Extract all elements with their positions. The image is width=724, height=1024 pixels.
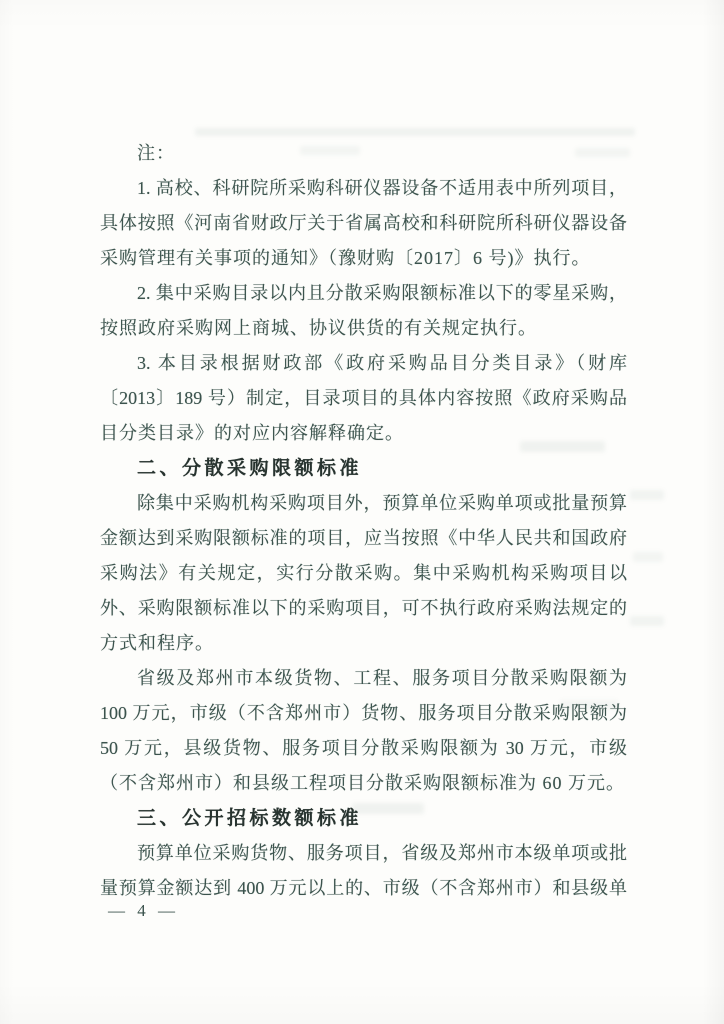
bleed-through-artifact [195, 128, 635, 136]
section-heading: 二、分散采购限额标准 [137, 458, 363, 479]
text-line: 按照政府采购网上商城、协议供货的有关规定执行。 [100, 318, 537, 338]
text-line: 省级及郑州市本级货物、工程、服务项目分散采购限额为 [137, 668, 627, 688]
page-number: — 4 — [108, 901, 179, 920]
text-line: 50 万元，县级货物、服务项目分散采购限额为 30 万元，市级 [100, 738, 627, 758]
text-line: 量预算金额达到 400 万元以上的、市级（不含郑州市）和县级单 [100, 878, 627, 898]
text-line: 采购管理有关事项的通知》（豫财购〔2017〕6 号)》执行。 [100, 248, 591, 268]
text-line: 采购法》有关规定，实行分散采购。集中采购机构采购项目以 [100, 563, 627, 583]
text-line: 注： [137, 143, 175, 163]
bleed-through-artifact [630, 490, 664, 500]
text-line: 3. 本目录根据财政部《政府采购品目分类目录》（财库 [137, 353, 627, 373]
text-line: 〔2013〕189 号）制定，目录项目的具体内容按照《政府采购品 [100, 388, 627, 408]
text-line: 外、采购限额标准以下的采购项目，可不执行政府采购法规定的 [100, 598, 627, 618]
text-line: 100 万元，市级（不含郑州市）货物、服务项目分散采购限额为 [100, 703, 627, 723]
text-line: 方式和程序。 [100, 633, 214, 653]
text-line: 目分类目录》的对应内容解释确定。 [100, 423, 404, 443]
bleed-through-artifact [633, 552, 663, 562]
document-text [100, 136, 627, 906]
bleed-through-artifact [630, 616, 664, 626]
text-line: 2. 集中采购目录以内且分散采购限额标准以下的零星采购， [137, 283, 627, 303]
text-line: 1. 高校、科研院所采购科研仪器设备不适用表中所列项目， [137, 178, 627, 198]
section-heading: 三、公开招标数额标准 [137, 808, 363, 829]
text-line: （不含郑州市）和县级工程项目分散采购限额标准为 60 万元。 [100, 773, 625, 793]
text-line: 具体按照《河南省财政厅关于省属高校和科研院所科研仪器设备 [100, 213, 627, 233]
text-line: 预算单位采购货物、服务项目，省级及郑州市本级单项或批 [137, 843, 627, 863]
text-line: 金额达到采购限额标准的项目，应当按照《中华人民共和国政府 [100, 528, 627, 548]
text-line: 除集中采购机构采购项目外，预算单位采购单项或批量预算 [137, 493, 627, 513]
